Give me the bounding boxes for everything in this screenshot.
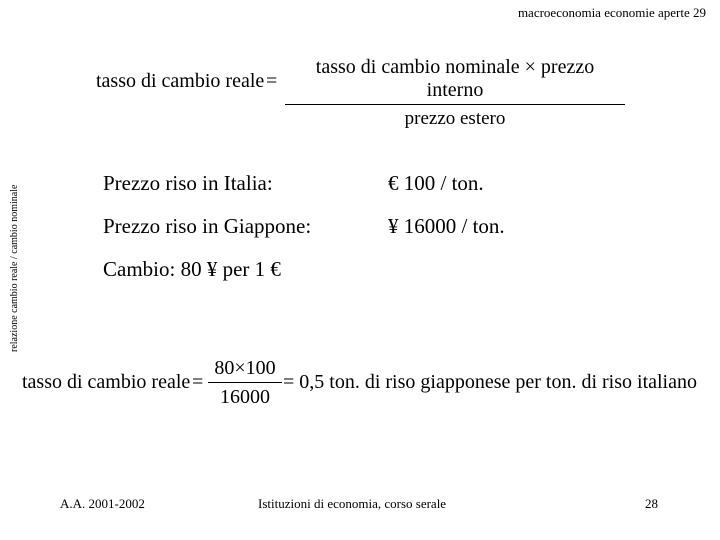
japan-price-value: ¥ 16000 / ton. (388, 214, 505, 238)
formula-fraction (285, 56, 625, 130)
side-label: relazione cambio reale / cambio nominale (9, 184, 20, 352)
italy-price-value: € 100 / ton. (388, 171, 484, 195)
formula-equals: = (266, 70, 278, 92)
japan-price-label: Prezzo riso in Giappone: (103, 214, 312, 238)
formula-lhs: tasso di cambio reale (96, 70, 265, 92)
italy-price-label: Prezzo riso in Italia: (103, 171, 273, 195)
calc-equals: = (192, 371, 204, 393)
slide-header: macroeconomia economie aperte 29 (517, 5, 706, 20)
calc-fraction-bar (208, 382, 282, 383)
footer-page-number: 28 (645, 496, 658, 511)
calc-denominator: 16000 (220, 386, 270, 408)
calc-fraction (208, 357, 282, 409)
footer-academic-year: A.A. 2001-2002 (60, 496, 145, 511)
calc-lhs: tasso di cambio reale (22, 371, 191, 393)
calc-numerator: 80×100 (214, 357, 276, 379)
footer-course: Istituzioni di economia, corso serale (258, 496, 447, 511)
fraction-bar (285, 104, 625, 105)
formula-denominator: prezzo estero (404, 108, 506, 129)
calc-result: = 0,5 ton. di riso giapponese per ton. di riso italiano (283, 371, 697, 393)
formula-numerator: tasso di cambio nominale × prezzo interno (315, 56, 595, 101)
exchange-rate-line: Cambio: 80 ¥ per 1 € (103, 257, 281, 281)
